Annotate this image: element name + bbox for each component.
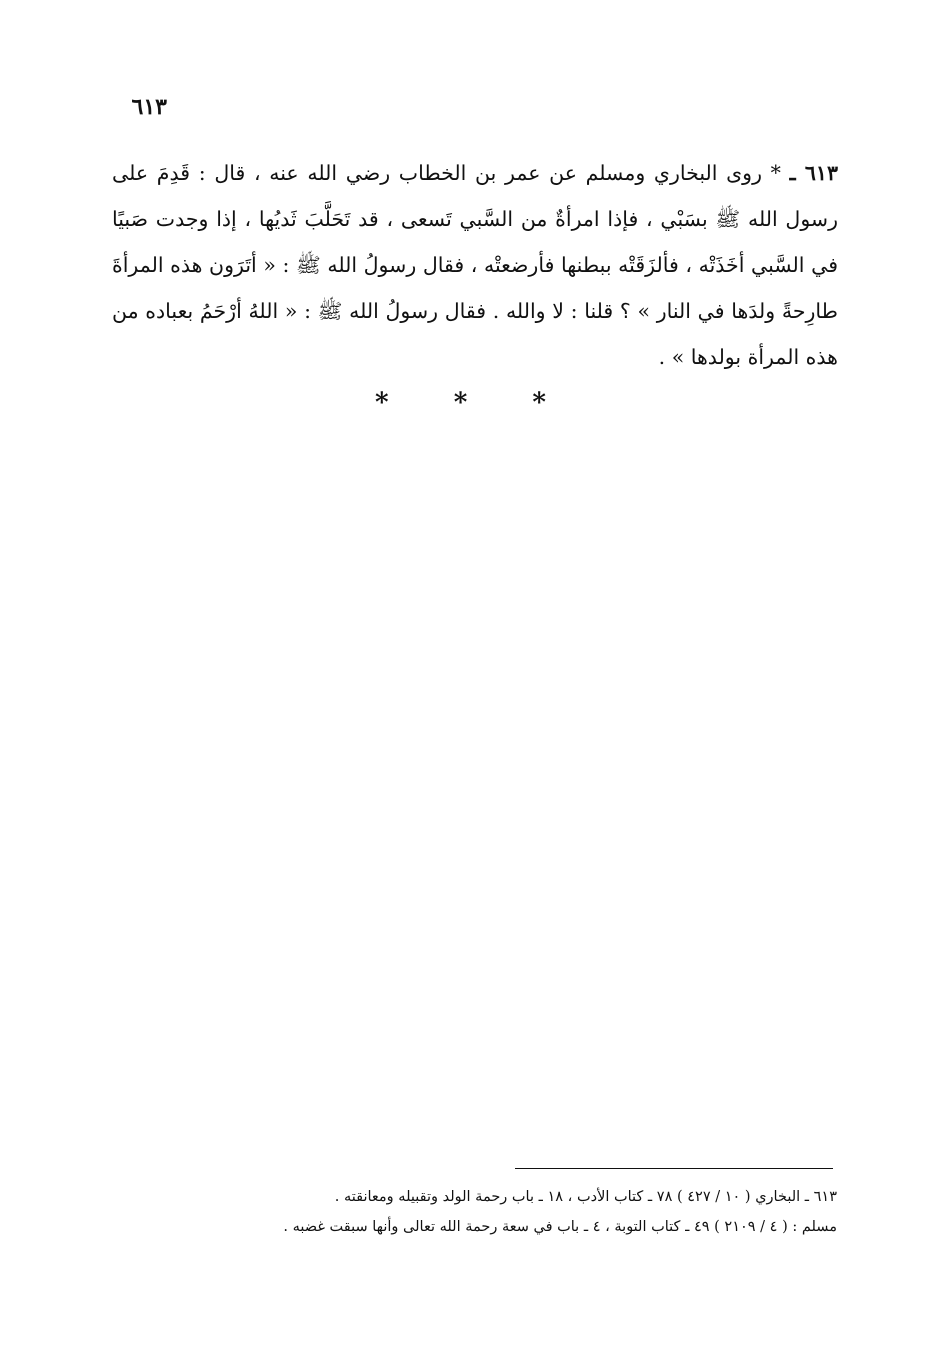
- footnote-divider: [515, 1168, 833, 1169]
- hadith-number: ٦١٣ ـ: [789, 161, 838, 185]
- footnotes: [277, 1182, 837, 1242]
- footnote-bukhari: ٦١٣ ـ البخاري ( ١٠ / ٤٢٧ ) ٧٨ ـ كتاب الأدب ، ١٨ ـ باب رحمة الولد وتقبيله ومعانقته .: [334, 1189, 837, 1205]
- hadith-text: * روى البخاري ومسلم عن عمر بن الخطاب رضي الله عنه ، قال : قَدِمَ على رسول الله ﷺ بسَبْي ، فإذا امرأةٌ من السَّبي تَسعى ، قد تَحَلَّبَ ثَديُها ، إذا وجدت صَبيًا في السَّبي أخَذَتْه ، فألزَقَتْه ببطنها فأرضعتْه ، فقال رسولُ الله ﷺ : « أتَرَون هذه المرأةَ طارِحةً ولدَها في النار » ؟ قلنا : لا والله . فقال رسولُ الله ﷺ : « اللهُ أرْحَمُ بعباده من هذه المرأة بولدها » .: [112, 161, 838, 369]
- footnote-muslim: مسلم : ( ٤ / ٢١٠٩ ) ٤٩ ـ كتاب التوبة ، ٤ ـ باب في سعة رحمة الله تعالى وأنها سبقت غضبه .: [283, 1219, 837, 1235]
- page-number: ٦١٣: [131, 94, 167, 120]
- hadith-paragraph: [112, 150, 838, 380]
- section-separator: * * *: [375, 388, 574, 418]
